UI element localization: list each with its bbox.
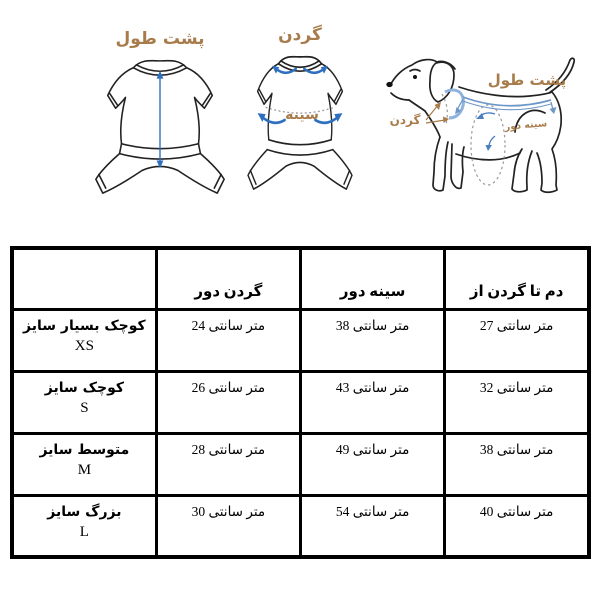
size-cell (12, 433, 156, 495)
size-table (10, 246, 591, 559)
back-length-label-dog: طول پشت (487, 71, 567, 89)
size-cell (12, 371, 156, 433)
neck-value: 28 سانتی متر (156, 433, 300, 495)
table-row-m (12, 433, 589, 495)
size-cell (12, 495, 156, 557)
length-value: 40 سانتی متر (445, 495, 589, 557)
back-length-label-garment: طول پشت (115, 29, 205, 49)
size-name-fa: سایز بزرگ (47, 503, 122, 520)
size-name-fa: سایز متوسط (39, 441, 130, 458)
size-cell (12, 309, 156, 371)
length-value: 27 سانتی متر (445, 309, 589, 371)
length-value: 32 سانتی متر (445, 371, 589, 433)
neck-value: 30 سانتی متر (156, 495, 300, 557)
size-name-en: XS (74, 338, 94, 355)
garment-back-view-illustration (86, 52, 234, 200)
header-row (12, 248, 589, 309)
size-name-fa: سایز بسیار کوچک (23, 317, 146, 334)
table-row-xs (12, 309, 589, 371)
chest-value: 43 سانتی متر (301, 371, 445, 433)
dog-eye (413, 75, 417, 79)
neck-value: 24 سانتی متر (156, 309, 300, 371)
chest-value: 49 سانتی متر (301, 433, 445, 495)
chest-value: 54 سانتی متر (301, 495, 445, 557)
table-row-l (12, 495, 589, 557)
chest-girth-arrows-dog (476, 113, 495, 151)
header-neck-girth: دور گردن (156, 248, 300, 309)
back-length-arrow (157, 71, 164, 169)
header-neck-to-tail: از گردن تا دم (445, 248, 589, 309)
neck-label-arrows (426, 102, 449, 123)
neck-value: 26 سانتی متر (156, 371, 300, 433)
size-name-fa: سایز کوچک (44, 379, 124, 396)
length-value: 38 سانتی متر (445, 433, 589, 495)
header-size-empty (12, 248, 156, 309)
chest-label-garment: سینه (285, 107, 319, 123)
size-name-en: L (79, 524, 89, 541)
neck-label-dog: گردن (389, 113, 421, 127)
size-name-en: S (80, 400, 89, 417)
chest-value: 38 سانتی متر (301, 309, 445, 371)
table-row-s (12, 371, 589, 433)
chest-label-dog: دور سینه (504, 118, 548, 133)
header-chest-girth: دور سینه (301, 248, 445, 309)
dog-nose (386, 82, 392, 87)
neck-label-garment: گردن (278, 25, 322, 45)
size-name-en: M (77, 462, 92, 479)
